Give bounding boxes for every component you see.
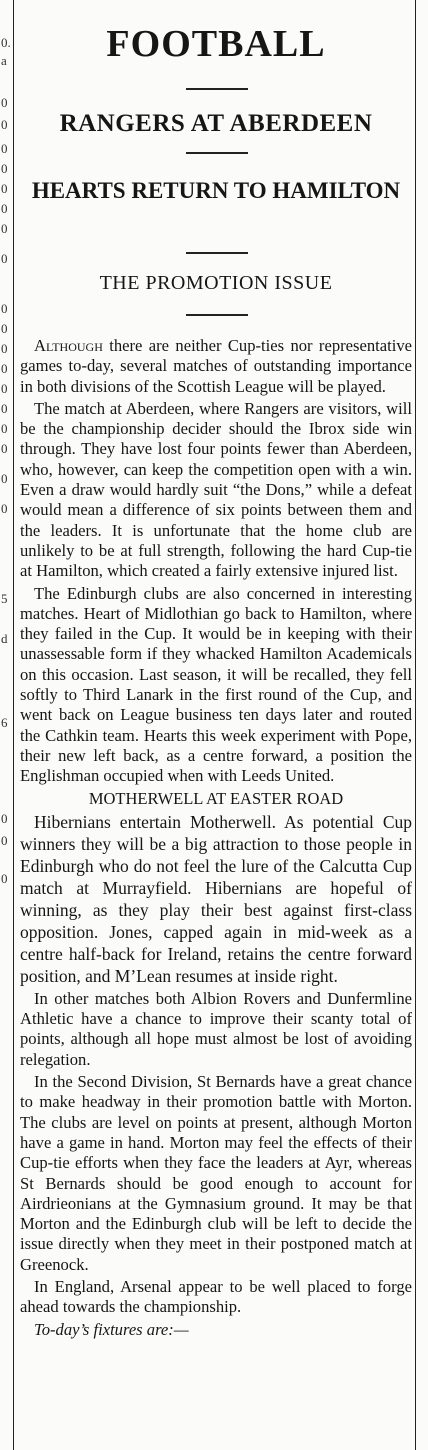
headline-hearts: HEARTS RETURN TO HAMILTON bbox=[31, 178, 401, 203]
edge-fragment: 5 bbox=[1, 591, 8, 606]
edge-fragment: 0 bbox=[1, 471, 8, 486]
paragraph-text: there are neither Cup-ties nor representative games to-day, several matches of outstanding importance in both divisions of the Scottish League will be played. bbox=[20, 336, 412, 396]
headline-divider bbox=[186, 314, 248, 316]
edge-fragment: 0 bbox=[1, 833, 8, 848]
paragraph: The Edinburgh clubs are also concerned in interesting matches. Heart of Midlothian go back to Hamilton, where they failed in the Cup. It would be in keeping with their unassessable form if they whacked Hamilton Academicals on this occasion. Last season, it will be recalled, they fell softly to Third Lanark in the first round of the Cup, and went back on League business ten days later and routed the Cathkin team. Hearts this week experiment with Pope, their new left back, as a centre forward, a position the Englishman occupied when with Leeds United. bbox=[20, 583, 412, 786]
headline-rangers: RANGERS AT ABERDEEN bbox=[59, 110, 373, 137]
edge-fragment: 0 bbox=[1, 95, 8, 110]
edge-fragment: 0 bbox=[1, 181, 8, 196]
edge-fragment: 0 bbox=[1, 251, 8, 266]
fixtures-intro: To-day’s fixtures are:— bbox=[34, 1319, 189, 1339]
edge-fragment: 0. bbox=[1, 35, 11, 50]
edge-fragment: 0 bbox=[1, 361, 8, 376]
edge-fragment: 0 bbox=[1, 321, 8, 336]
article-body bbox=[20, 336, 412, 1342]
subheading: MOTHERWELL AT EASTER ROAD bbox=[88, 788, 344, 808]
edge-fragment: 0 bbox=[1, 441, 8, 456]
edge-fragment: a bbox=[1, 53, 7, 68]
paragraph: The match at Aberdeen, where Rangers are visitors, will be the championship decider should the Ibrox side win through. They have lost four points fewer than Aberdeen, who, however, can keep the competition open with a win. Even a draw would hardly suit “the Dons,” while a defeat would mean a difference of six points between them and the leaders. It is unfortunate that the home club are unlikely to be at full strength, following the hard Cup-tie at Hamilton, which created a fairly extensive injured list. bbox=[20, 398, 412, 581]
edge-fragment: 0 bbox=[1, 341, 8, 356]
edge-fragment: 0 bbox=[1, 141, 8, 156]
edge-fragment: 0 bbox=[1, 201, 8, 216]
edge-fragment: 0 bbox=[1, 381, 8, 396]
paragraph: In other matches both Albion Rovers and Dunfermline Athletic have a chance to improve their scanty total of points, although all hope must almost be lost of avoiding relegation. bbox=[20, 988, 412, 1069]
headline-divider bbox=[186, 252, 248, 254]
section-title: FOOTBALL bbox=[106, 23, 326, 65]
edge-fragment: 0 bbox=[1, 161, 8, 176]
paragraph bbox=[20, 336, 412, 397]
edge-fragment: 6 bbox=[1, 715, 8, 730]
left-column-rule bbox=[13, 0, 14, 1450]
paragraph: Hibernians entertain Motherwell. As potential Cup winners they will be a big attraction to those people in Edinburgh who do not feel the lure of the Calcutta Cup match at Murrayfield. Hibernians are hopeful of winning, as they play their best against first-class opposition. Jones, capped again in mid-week as a centre half-back for Ireland, retains the centre forward position, and M’Lean resumes at inside right. bbox=[20, 811, 412, 986]
paragraph: In the Second Division, St Bernards have a great chance to make headway in their promotion battle with Morton. The clubs are level on points at present, although Morton have a game in hand. Morton may feel the effects of their Cup-tie efforts when they face the leaders at Ayr, whereas St Bernards should be good enough to account for Airdrieonians at the Gymnasium ground. It may be that Morton and the Edinburgh club will be left to decide the issue directly when they meet in their postponed match at Greenock. bbox=[20, 1072, 412, 1274]
headline-divider bbox=[186, 152, 248, 154]
edge-fragment: 0 bbox=[1, 401, 8, 416]
edge-fragment: 0 bbox=[1, 117, 8, 132]
edge-fragment: 0 bbox=[1, 811, 8, 826]
edge-fragment: 0 bbox=[1, 221, 8, 236]
edge-fragment: 0 bbox=[1, 871, 8, 886]
headline-promotion: THE PROMOTION ISSUE bbox=[99, 272, 333, 294]
lead-word: Although bbox=[34, 336, 103, 355]
edge-fragment: 0 bbox=[1, 301, 8, 316]
edge-fragment: d bbox=[1, 631, 8, 646]
edge-fragment: 0 bbox=[1, 501, 8, 516]
right-column-rule bbox=[415, 0, 416, 1450]
title-divider bbox=[186, 88, 248, 90]
edge-fragment: 0 bbox=[1, 421, 8, 436]
paragraph: In England, Arsenal appear to be well placed to forge ahead towards the championship. bbox=[20, 1276, 412, 1317]
